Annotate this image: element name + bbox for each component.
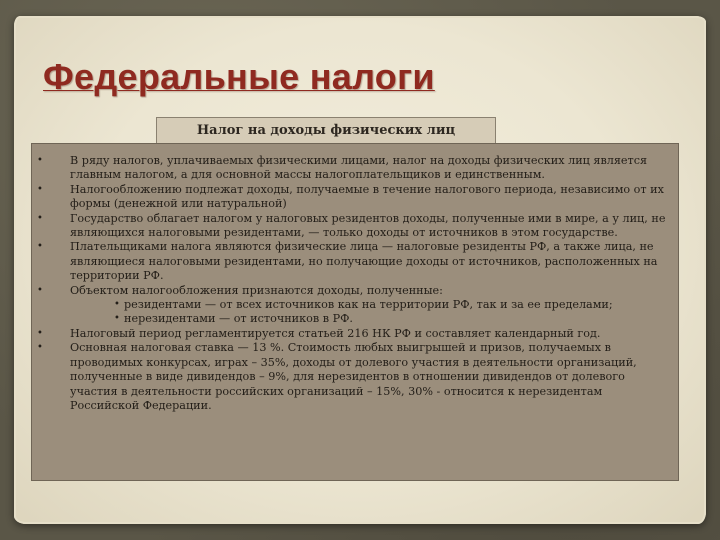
bullet-icon: • bbox=[37, 212, 43, 224]
bullet-item bbox=[32, 183, 668, 212]
sub-bullet-text: нерезидентами — от источников в РФ. bbox=[124, 312, 353, 326]
sub-bullet-list bbox=[70, 298, 668, 327]
section-subtitle: Налог на доходы физических лиц bbox=[156, 117, 496, 144]
bullet-text: Налоговый период регламентируется статьей 216 НК РФ и составляет календарный год. bbox=[70, 326, 601, 340]
sub-bullet-text: резидентами — от всех источников как на территории РФ, так и за ее пределами; bbox=[124, 298, 613, 312]
bullet-icon: • bbox=[37, 183, 43, 195]
sub-bullet-icon: • bbox=[114, 313, 120, 325]
sub-bullet-icon: • bbox=[114, 299, 120, 311]
bullet-item bbox=[32, 341, 668, 413]
bullet-text: Объектом налогообложения признаются доходы, полученные: bbox=[70, 283, 443, 297]
bullet-text: Основная налоговая ставка — 13 %. Стоимость любых выигрышей и призов, получаемых в проводимых конкурсах, играх – 35%, доходы от долевого участия в деятельности организаций, полученные в виде дивидендов – 9%, для нерезидентов в отношении дивидендов от долевого участия в деятельности российских организаций – 15%, 30% - относится к нерезидентам Российской Федерации. bbox=[70, 341, 637, 412]
bullet-item bbox=[32, 154, 668, 183]
bullet-list bbox=[32, 144, 678, 413]
bullet-item bbox=[32, 284, 668, 327]
sub-bullet-item bbox=[114, 298, 668, 312]
content-box bbox=[31, 143, 679, 481]
bullet-item bbox=[32, 212, 668, 241]
bullet-text: Государство облагает налогом у налоговых резидентов доходы, полученные ими в мире, а у лиц, не являющихся налоговыми резидентами, — только доходы от источников в этом государстве. bbox=[70, 211, 666, 240]
bullet-text: Налогообложению подлежат доходы, получаемые в течение налогового периода, независимо от их формы (денежной или натуральной) bbox=[70, 182, 664, 211]
bullet-text: Плательщиками налога являются физические лица — налоговые резиденты РФ, а также лица, не являющиеся налоговыми резидентами, но получающие доходы от источников, расположенных на территории РФ. bbox=[70, 240, 658, 283]
bullet-item bbox=[32, 240, 668, 283]
bullet-text: В ряду налогов, уплачиваемых физическими лицами, налог на доходы физических лиц является главным налогом, а для основной массы налогоплательщиков и единственным. bbox=[70, 154, 648, 182]
bullet-icon: • bbox=[37, 155, 43, 166]
bullet-item bbox=[32, 327, 668, 341]
slide-title: Федеральные налоги bbox=[43, 56, 435, 97]
bullet-icon: • bbox=[37, 342, 43, 354]
bullet-icon: • bbox=[37, 284, 43, 296]
bullet-icon: • bbox=[37, 241, 43, 253]
sub-bullet-item bbox=[114, 312, 668, 326]
bullet-icon: • bbox=[37, 327, 43, 339]
